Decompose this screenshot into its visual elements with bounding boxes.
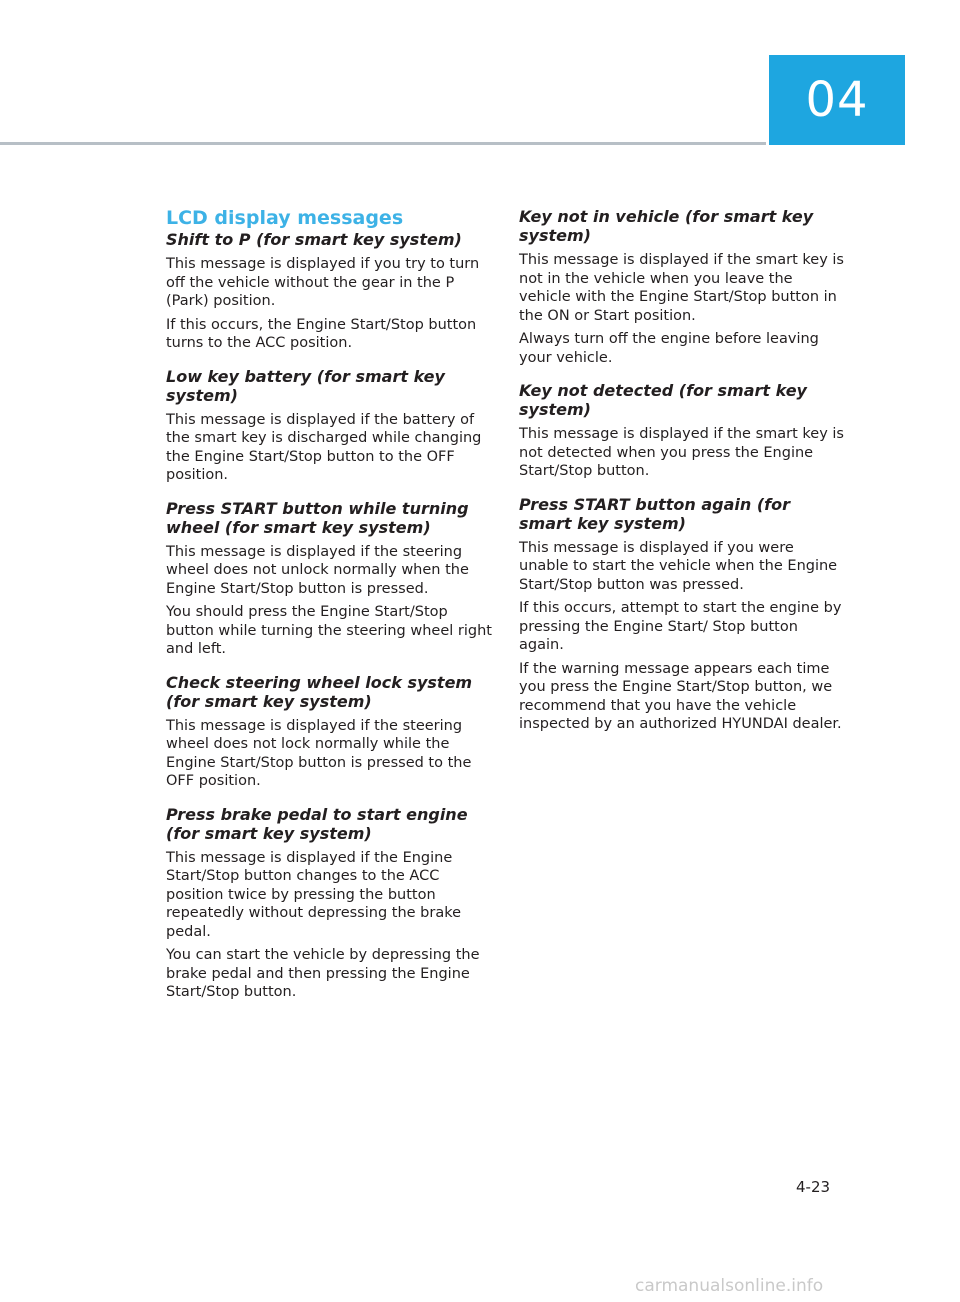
entry-paragraph: If the warning message appears each time you press the Engine Start/Stop button, we recommend that you have the vehicle inspected by an authorized HYUNDAI dealer. — [519, 660, 842, 732]
watermark: carmanualsonline.info — [635, 1276, 824, 1296]
entry-heading: Press START button again (for smart key system) — [519, 494, 790, 533]
message-entry — [166, 805, 492, 1002]
right-entries — [519, 207, 845, 734]
entry-paragraph: This message is displayed if the steering wheel does not lock normally while the Engine Start/Stop button is pressed to the OFF position. — [166, 717, 472, 789]
section-title: LCD display messages — [166, 207, 404, 229]
message-entry — [166, 499, 492, 659]
left-column — [166, 207, 492, 1016]
entry-paragraph: This message is displayed if the Engine Start/Stop button changes to the ACC position twice by pressing the button repeatedly without depressing the brake pedal. — [166, 849, 462, 940]
entry-paragraph: You can start the vehicle by depressing the brake pedal and then pressing the Engine Start/Stop button. — [166, 947, 480, 1000]
right-column — [519, 207, 845, 748]
entry-paragraph: Always turn off the engine before leaving your vehicle. — [519, 331, 819, 366]
message-entry — [519, 381, 845, 481]
message-entry — [519, 495, 845, 734]
message-entry — [166, 673, 492, 791]
header-rule — [0, 142, 766, 145]
entry-heading: Low key battery (for smart key system) — [166, 366, 445, 405]
entry-paragraph: If this occurs, attempt to start the engine by pressing the Engine Start/ Stop button again. — [519, 600, 842, 653]
message-entry — [166, 230, 492, 353]
entry-heading: Press START button while turning wheel (for smart key system) — [166, 498, 469, 537]
page-number: 4-23 — [796, 1178, 831, 1196]
entry-heading: Key not in vehicle (for smart key system) — [519, 207, 814, 245]
entry-heading: Check steering wheel lock system (for smart key system) — [166, 672, 473, 711]
entry-paragraph: This message is displayed if you were unable to start the vehicle when the Engine Start/Stop button was pressed. — [519, 539, 838, 593]
entry-heading: Press brake pedal to start engine (for smart key system) — [166, 804, 468, 843]
entry-paragraph: This message is displayed if the smart key is not detected when you press the Engine Start/Stop button. — [519, 426, 844, 479]
entry-paragraph: This message is displayed if the smart key is not in the vehicle when you leave the vehicle with the Engine Start/Stop button in the ON or Start position. — [519, 252, 844, 324]
entry-paragraph: This message is displayed if you try to turn off the vehicle without the gear in the P (Park) position. — [166, 256, 480, 309]
entry-heading: Shift to P (for smart key system) — [166, 230, 462, 249]
entry-paragraph: You should press the Engine Start/Stop button while turning the steering wheel right and left. — [166, 604, 492, 657]
entry-heading: Key not detected (for smart key system) — [519, 381, 807, 419]
message-entry — [166, 367, 492, 485]
left-entries — [166, 230, 492, 1002]
entry-paragraph: This message is displayed if the steering wheel does not unlock normally when the Engine Start/Stop button is pressed. — [166, 543, 469, 597]
entry-paragraph: If this occurs, the Engine Start/Stop button turns to the ACC position. — [166, 316, 477, 351]
chapter-tab: 04 — [769, 55, 905, 145]
entry-paragraph: This message is displayed if the battery of the smart key is discharged while changing the Engine Start/Stop button to the OFF position. — [166, 411, 482, 483]
message-entry — [519, 207, 845, 367]
